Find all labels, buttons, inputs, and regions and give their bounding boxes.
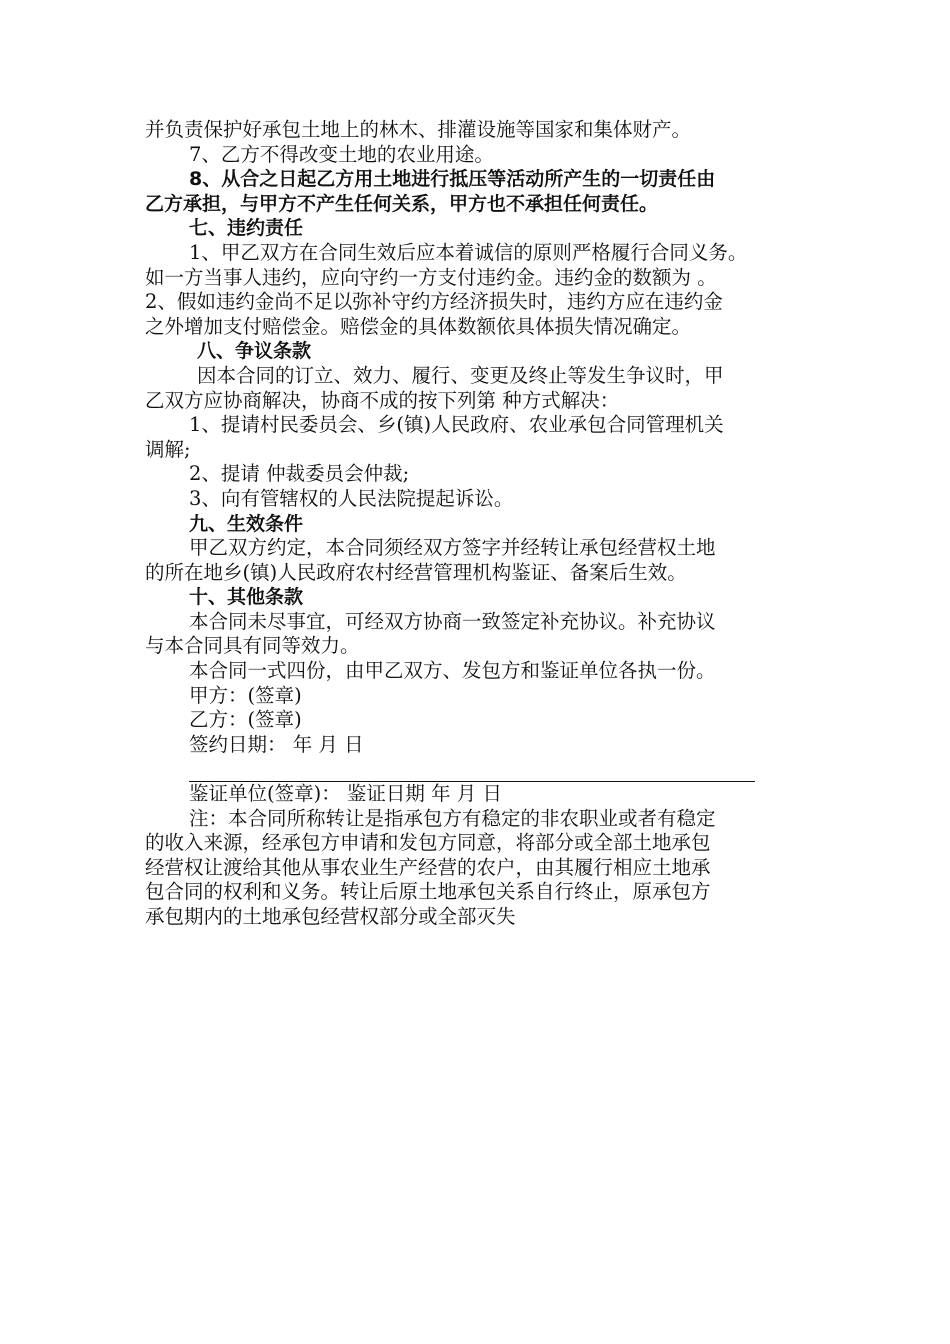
section-heading-other: 十、其他条款 bbox=[189, 586, 304, 609]
party-b-signature: 乙方：(签章) bbox=[189, 708, 302, 732]
other-text-cont: 与本合同具有同等效力。 bbox=[145, 634, 360, 658]
breach-clause-1-cont: 如一方当事人违约，应向守约一方支付违约金。违约金的数额为 。 bbox=[145, 265, 717, 289]
dispute-option-1: 1、提请村民委员会、乡(镇)人民政府、农业承包合同管理机关 bbox=[189, 413, 724, 437]
dispute-text: 因本合同的订立、效力、履行、变更及终止等发生争议时，甲 bbox=[197, 363, 724, 387]
section-heading-breach: 七、违约责任 bbox=[189, 217, 304, 240]
note-text-cont-2: 经营权让渡给其他从事农业生产经营的农户，由其履行相应土地承 bbox=[145, 855, 711, 879]
breach-clause-1: 1、甲乙双方在合同生效后应本着诚信的原则严格履行合同义务。 bbox=[189, 240, 748, 264]
dispute-option-2: 2、提请 仲裁委员会仲裁; bbox=[189, 462, 410, 486]
dispute-text-cont: 乙双方应协商解决，协商不成的按下列第 种方式解决： bbox=[145, 388, 620, 412]
copies-text: 本合同一式四份，由甲乙双方、发包方和鉴证单位各执一份。 bbox=[189, 659, 716, 683]
verification-line: 鉴证单位(签章)： 鉴证日期 年 月 日 bbox=[189, 782, 503, 806]
effect-text-cont: 的所在地乡(镇)人民政府农村经营管理机构鉴证、备案后生效。 bbox=[145, 560, 687, 584]
note-text-cont-3: 包合同的权利和义务。转让后原土地承包关系自行终止，原承包方 bbox=[145, 880, 711, 904]
signing-date: 签约日期： 年 月 日 bbox=[189, 732, 364, 756]
note-text-cont-1: 的收入来源，经承包方申请和发包方同意，将部分或全部土地承包 bbox=[145, 831, 711, 855]
section-heading-dispute: 八、争议条款 bbox=[197, 340, 312, 363]
clause-8: 8、从合之日起乙方用土地进行抵压等活动所产生的一切责任由 bbox=[189, 168, 716, 191]
section-heading-effect: 九、生效条件 bbox=[189, 512, 304, 535]
note-text: 注：本合同所称转让是指承包方有稳定的非农职业或者有稳定 bbox=[189, 806, 716, 830]
other-text: 本合同未尽事宜，可经双方协商一致签定补充协议。补充协议 bbox=[189, 609, 716, 633]
clause-7: 7、乙方不得改变土地的农业用途。 bbox=[189, 142, 494, 166]
clause-8-cont: 乙方承担，与甲方不产生任何关系，甲方也不承担任何责任。 bbox=[145, 192, 659, 215]
breach-clause-2: 2、假如违约金尚不足以弥补守约方经济损失时，违约方应在违约金 bbox=[145, 290, 723, 314]
signature-line bbox=[189, 757, 755, 782]
party-a-signature: 甲方：(签章) bbox=[189, 683, 302, 707]
document-page bbox=[145, 118, 825, 930]
effect-text: 甲乙双方约定，本合同须经双方签字并经转让承包经营权土地 bbox=[189, 536, 716, 560]
note-text-cont-4: 承包期内的土地承包经营权部分或全部灭失 bbox=[145, 905, 516, 928]
dispute-option-1-cont: 调解; bbox=[145, 437, 191, 461]
paragraph-line: 并负责保护好承包土地上的林木、排灌设施等国家和集体财产。 bbox=[145, 118, 692, 141]
breach-clause-2-cont: 之外增加支付赔偿金。赔偿金的具体数额依具体损失情况确定。 bbox=[145, 314, 692, 338]
dispute-option-3: 3、向有管辖权的人民法院提起诉讼。 bbox=[189, 486, 514, 510]
